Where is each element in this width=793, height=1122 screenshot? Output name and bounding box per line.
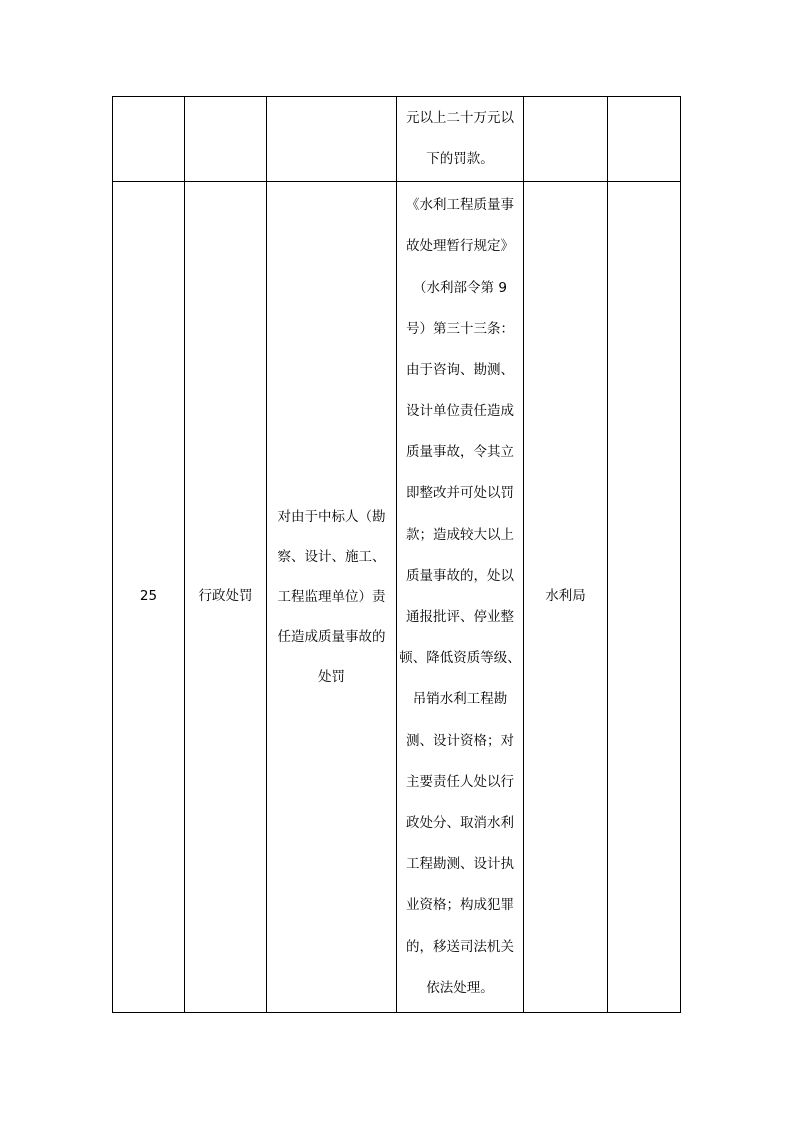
basis-line: 依法处理。: [426, 979, 494, 996]
basis-line: 即整改并可处以罚: [406, 485, 514, 502]
basis-line: 主要责任人处以行: [406, 773, 514, 790]
remark-cell: [608, 182, 680, 1012]
basis-line: 政处分、取消水利: [406, 814, 514, 831]
continued-basis-cell: [397, 97, 523, 181]
continued-basis-text: [406, 98, 514, 181]
basis-line: 设计单位责任造成: [406, 403, 514, 420]
item-line: 察、设计、施工、: [277, 549, 386, 565]
basis-line: 通报批评、停业整: [406, 609, 514, 625]
basis-line: 《水利工程质量事: [406, 197, 514, 214]
basis-line: 顿、降低资质等级、: [399, 650, 521, 667]
category-text: 行政处罚: [198, 588, 253, 605]
basis-line: 的，移送司法机关: [406, 938, 514, 955]
row-number-cell: [113, 182, 184, 1012]
item-text: [278, 497, 386, 697]
basis-line: （水利部令第 9: [413, 279, 507, 296]
basis-line: 故处理暂行规定》: [406, 238, 514, 255]
basis-line: 质量事故的，处以: [406, 567, 514, 584]
category-cell: [185, 182, 266, 1012]
department-text: 水利局: [545, 588, 586, 605]
item-line: 处罚: [318, 669, 345, 685]
continued-basis-line: 下的罚款。: [426, 151, 494, 167]
basis-cell: [397, 182, 523, 1012]
basis-line: 业资格；构成犯罪: [406, 897, 514, 914]
basis-line: 工程勘测、设计执: [406, 856, 514, 873]
department-cell: [524, 182, 607, 1012]
item-line: 工程监理单位）责: [277, 589, 386, 605]
row-number: 25: [139, 588, 158, 605]
basis-line: 测、设计资格；对: [406, 732, 514, 749]
basis-line: 款；造成较大以上: [406, 526, 514, 543]
basis-line: 吊销水利工程勘: [412, 691, 508, 708]
basis-line: 由于咨询、勘测、: [406, 361, 514, 378]
item-line: 任造成质量事故的: [277, 629, 386, 645]
item-line: 对由于中标人（勘: [277, 509, 386, 525]
basis-line: 质量事故，令其立: [406, 444, 514, 461]
table-right-border: [680, 96, 681, 1013]
continued-basis-line: 元以上二十万元以: [406, 109, 514, 126]
basis-line: 号）第三十三条：: [406, 320, 514, 337]
basis-text: [399, 185, 521, 1009]
item-cell: [267, 182, 396, 1012]
